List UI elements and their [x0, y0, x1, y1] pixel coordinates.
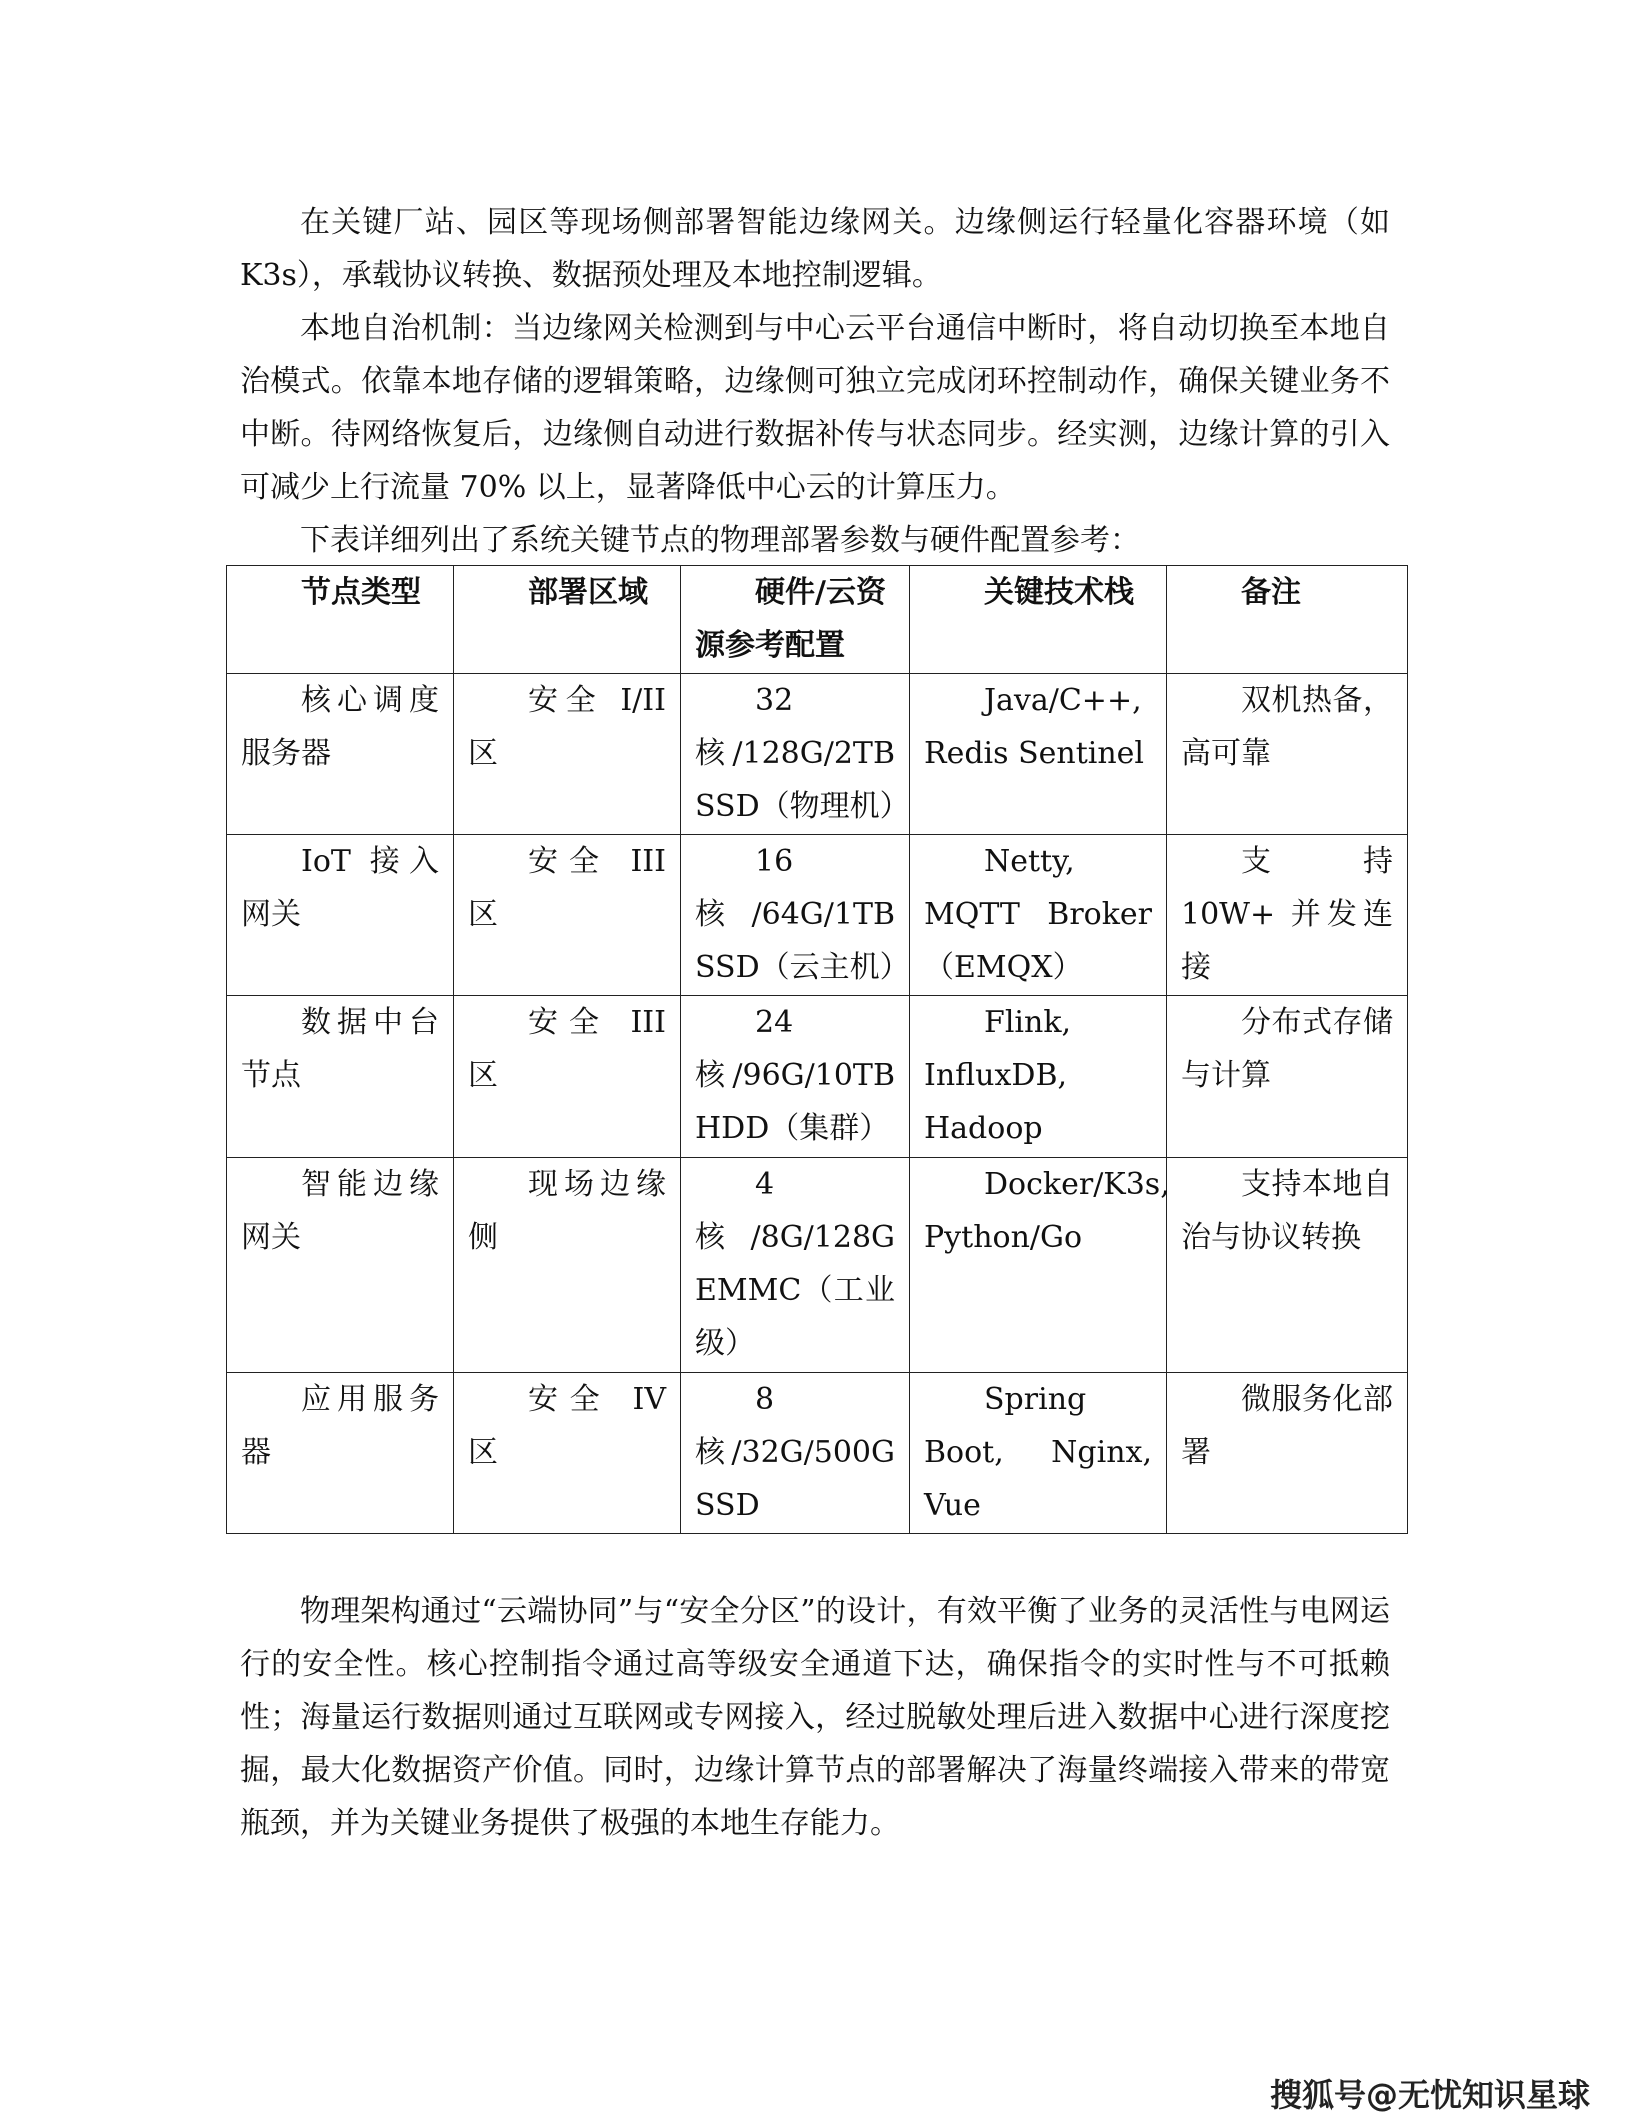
cell-hardware: 32 核/128G/2TB SSD（物理机）	[681, 674, 910, 835]
table-row	[227, 996, 1408, 1157]
paragraph-architecture-summary: 物理架构通过“云端协同”与“安全分区”的设计，有效平衡了业务的灵活性与电网运行的安全性。核心控制指令通过高等级安全通道下达，确保指令的实时性与不可抵赖性；海量运行数据则通过互联网或专网接入，经过脱敏处理后进入数据中心进行深度挖掘，最大化数据资产价值。同时，边缘计算节点的部署解决了海量终端接入带来的带宽瓶颈，并为关键业务提供了极强的本地生存能力。	[240, 1594, 1390, 1841]
cell-deploy-zone: 安全 I/II 区	[454, 674, 681, 835]
cell-tech-stack: Docker/K3s, Python/Go	[910, 1157, 1167, 1372]
cell-deploy-zone: 安全 III 区	[454, 996, 681, 1157]
cell-tech-stack: Netty, MQTT Broker（EMQX）	[910, 835, 1167, 996]
cell-deploy-zone: 安全 III 区	[454, 835, 681, 996]
paragraph-table-intro: 下表详细列出了系统关键节点的物理部署参数与硬件配置参考：	[300, 523, 1140, 558]
cell-node-type: 智能边缘网关	[227, 1157, 454, 1372]
cell-remark: 双机热备，高可靠	[1167, 674, 1408, 835]
header-remark: 备注	[1167, 566, 1408, 674]
cell-node-type: 应用服务器	[227, 1372, 454, 1533]
header-deploy-zone: 部署区域	[454, 566, 681, 674]
header-hardware: 硬件/云资源参考配置	[681, 566, 910, 674]
cell-hardware: 8 核/32G/500G SSD	[681, 1372, 910, 1533]
cell-tech-stack: Flink, InfluxDB, Hadoop	[910, 996, 1167, 1157]
cell-remark: 微服务化部署	[1167, 1372, 1408, 1533]
cell-node-type: 核心调度服务器	[227, 674, 454, 835]
cell-node-type: IoT 接入网关	[227, 835, 454, 996]
paragraph-edge-gateway: 在关键厂站、园区等现场侧部署智能边缘网关。边缘侧运行轻量化容器环境（如 K3s），承载协议转换、数据预处理及本地控制逻辑。	[240, 205, 1390, 293]
cell-remark: 支持 10W+ 并发连接	[1167, 835, 1408, 996]
table-row	[227, 1157, 1408, 1372]
cell-remark: 支持本地自治与协议转换	[1167, 1157, 1408, 1372]
node-config-table	[226, 565, 1408, 1534]
cell-remark: 分布式存储与计算	[1167, 996, 1408, 1157]
header-tech-stack: 关键技术栈	[910, 566, 1167, 674]
paragraph-local-autonomy: 本地自治机制：当边缘网关检测到与中心云平台通信中断时，将自动切换至本地自治模式。依靠本地存储的逻辑策略，边缘侧可独立完成闭环控制动作，确保关键业务不中断。待网络恢复后，边缘侧自动进行数据补传与状态同步。经实测，边缘计算的引入可减少上行流量 70% 以上，显著降低中心云的计算压力。	[240, 311, 1390, 505]
cell-hardware: 24 核/96G/10TB HDD（集群）	[681, 996, 910, 1157]
cell-tech-stack: Java/C++, Redis Sentinel	[910, 674, 1167, 835]
cell-tech-stack: Spring Boot, Nginx, Vue	[910, 1372, 1167, 1533]
sohu-watermark: 搜狐号@无忧知识星球	[1269, 2076, 1590, 2114]
cell-node-type: 数据中台节点	[227, 996, 454, 1157]
cell-hardware: 4 核/8G/128G EMMC（工业级）	[681, 1157, 910, 1372]
table-row	[227, 674, 1408, 835]
intro-section	[240, 196, 1390, 567]
cell-hardware: 16 核/64G/1TB SSD（云主机）	[681, 835, 910, 996]
cell-deploy-zone: 安全 IV 区	[454, 1372, 681, 1533]
table-header-row	[227, 566, 1408, 674]
header-node-type: 节点类型	[227, 566, 454, 674]
outro-section	[240, 1585, 1390, 1850]
table-row	[227, 1372, 1408, 1533]
table-row	[227, 835, 1408, 996]
cell-deploy-zone: 现场边缘侧	[454, 1157, 681, 1372]
